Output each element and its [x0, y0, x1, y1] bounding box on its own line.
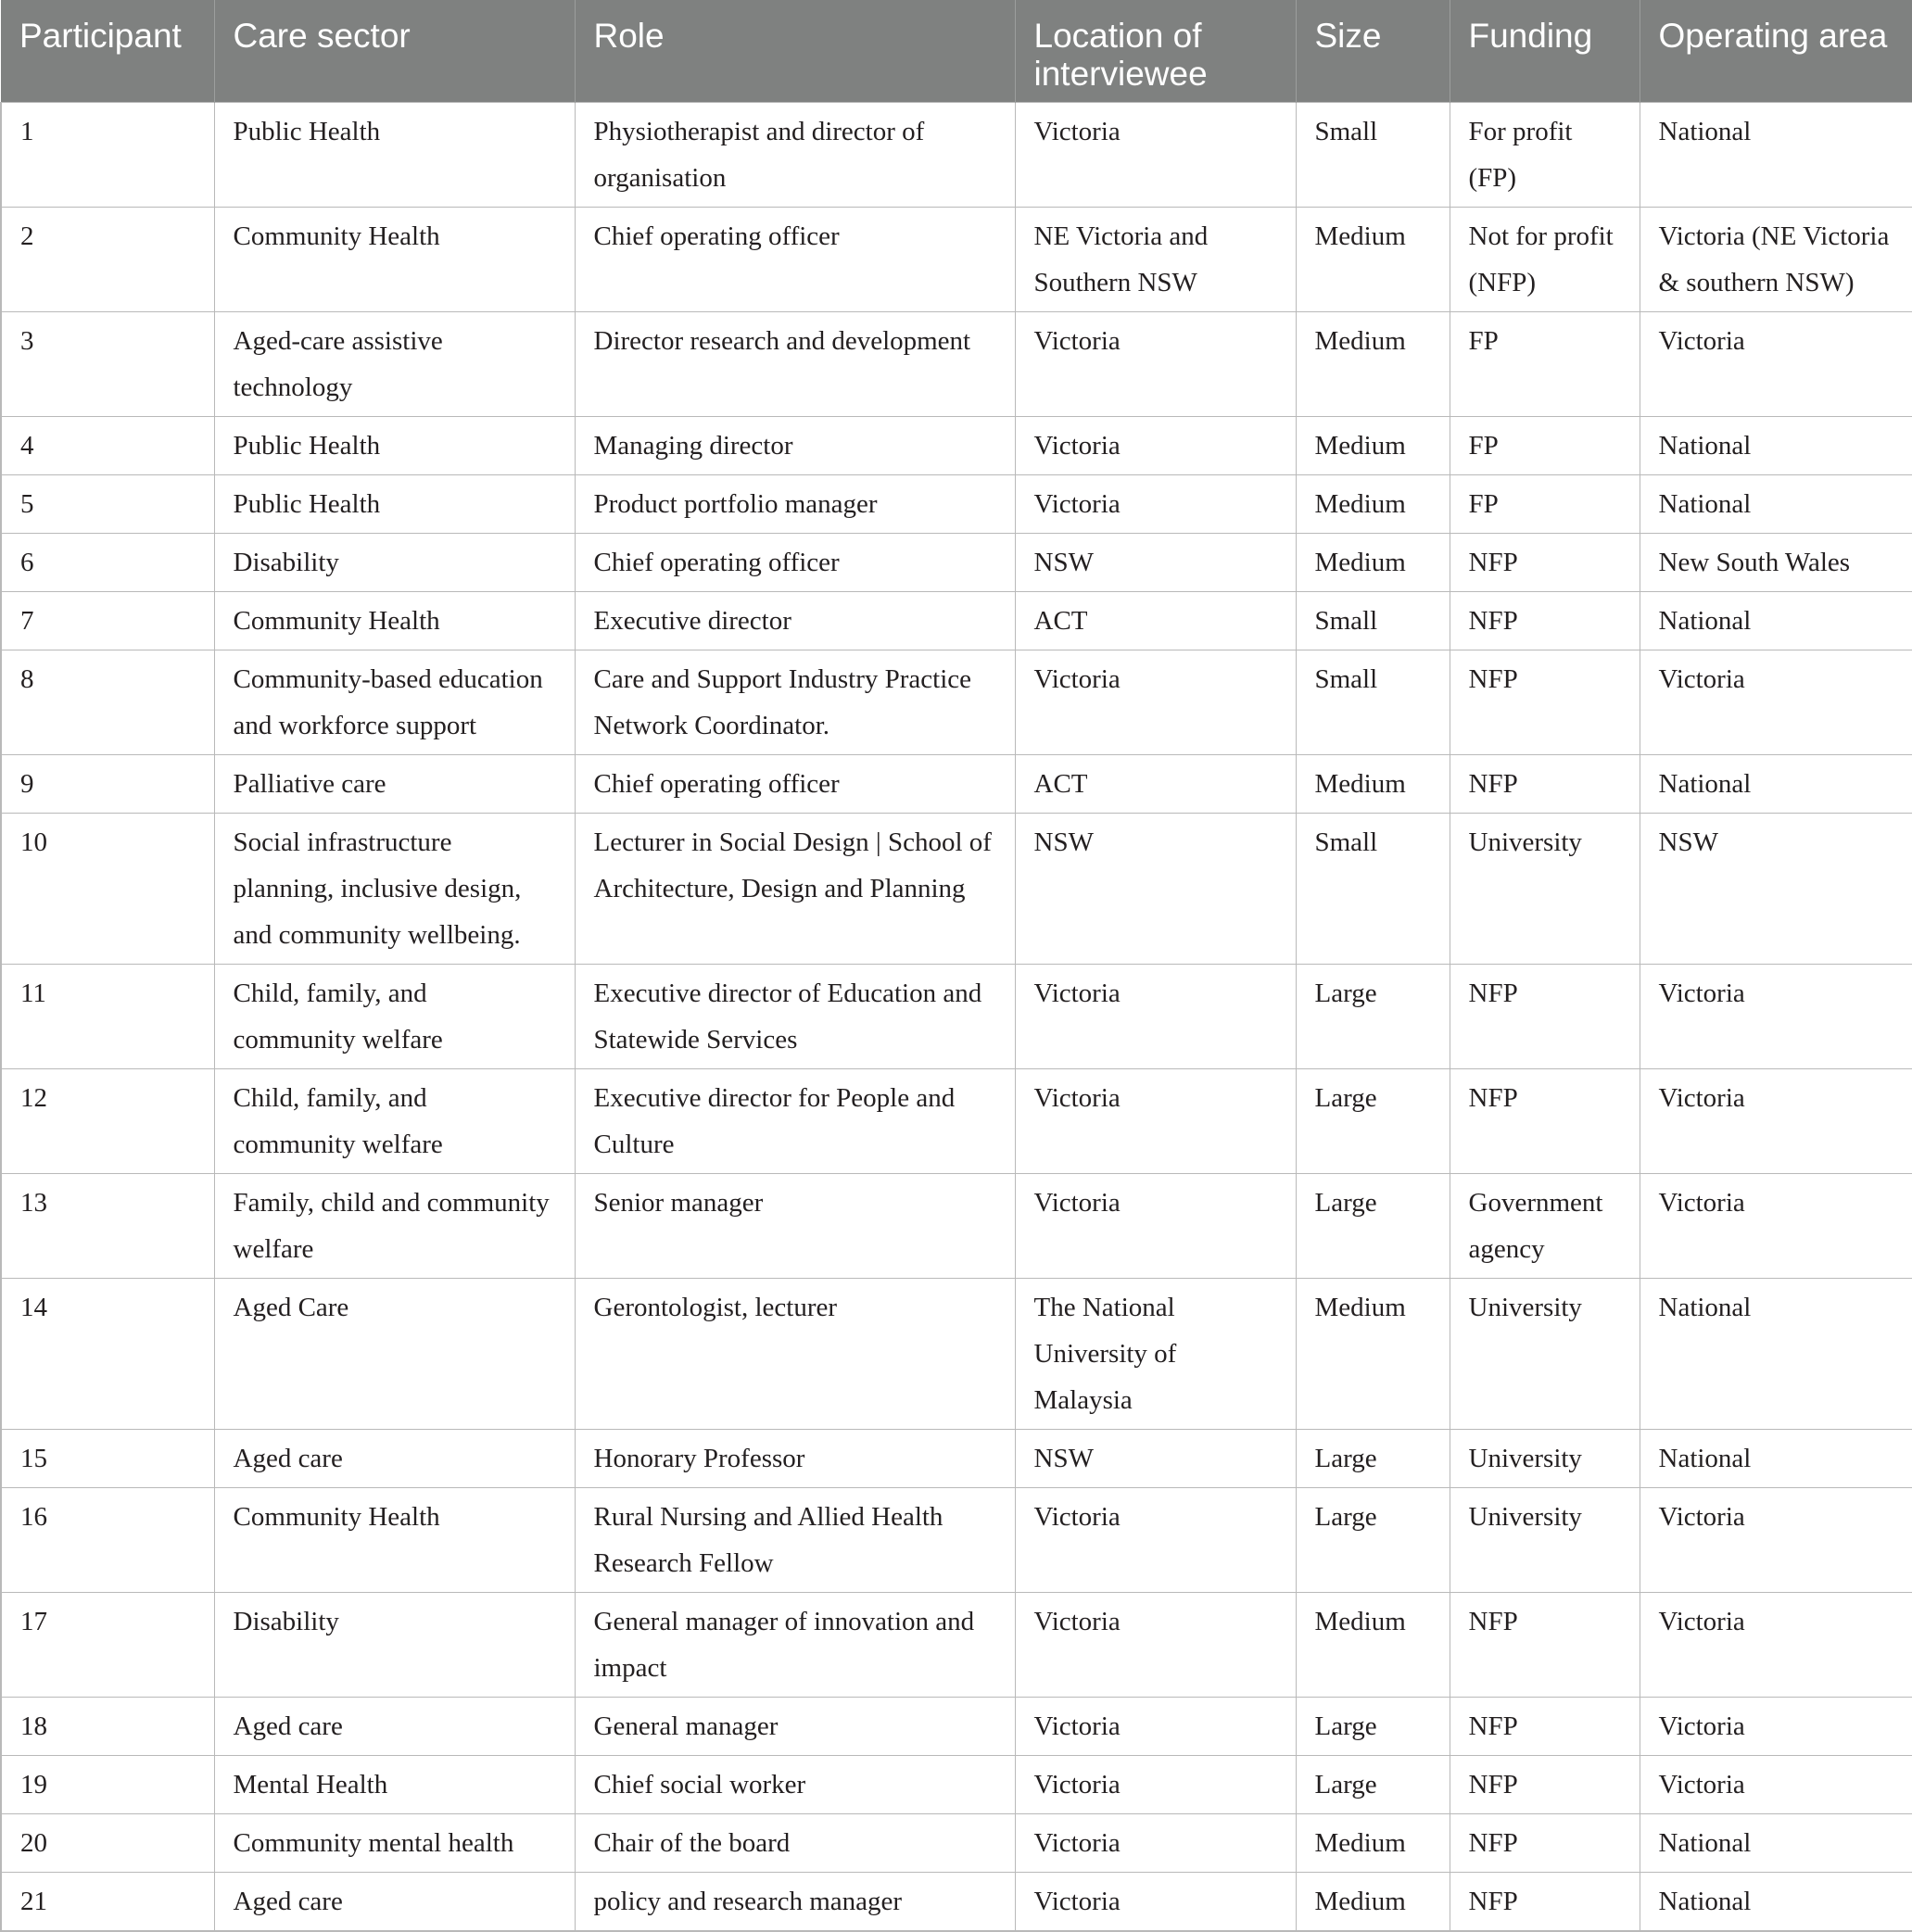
table-row: [1, 1069, 1912, 1174]
cell-participant: 10: [1, 814, 214, 965]
cell-location: ACT: [1015, 755, 1296, 814]
cell-care-sector: Public Health: [214, 103, 575, 208]
table-row: [1, 755, 1912, 814]
table-row: [1, 814, 1912, 965]
cell-size: Medium: [1296, 1814, 1450, 1873]
cell-funding: NFP: [1450, 1873, 1640, 1932]
cell-care-sector: Aged Care: [214, 1279, 575, 1430]
cell-location: Victoria: [1015, 475, 1296, 534]
cell-location: NSW: [1015, 814, 1296, 965]
table-row: [1, 1873, 1912, 1932]
cell-care-sector: Palliative care: [214, 755, 575, 814]
table-row: [1, 475, 1912, 534]
cell-role: Senior manager: [575, 1174, 1015, 1279]
cell-size: Medium: [1296, 312, 1450, 417]
table-row: [1, 592, 1912, 650]
cell-location: Victoria: [1015, 1873, 1296, 1932]
cell-location: Victoria: [1015, 417, 1296, 475]
cell-funding: University: [1450, 1430, 1640, 1488]
cell-location: NSW: [1015, 534, 1296, 592]
table-row: [1, 1279, 1912, 1430]
cell-location: Victoria: [1015, 312, 1296, 417]
cell-size: Small: [1296, 103, 1450, 208]
cell-role: Executive director for People and Culture: [575, 1069, 1015, 1174]
cell-role: Rural Nursing and Allied Health Research Fellow: [575, 1488, 1015, 1593]
cell-location: ACT: [1015, 592, 1296, 650]
cell-location: The National University of Malaysia: [1015, 1279, 1296, 1430]
cell-funding: FP: [1450, 312, 1640, 417]
cell-role: General manager: [575, 1698, 1015, 1756]
cell-care-sector: Public Health: [214, 417, 575, 475]
cell-size: Medium: [1296, 755, 1450, 814]
cell-size: Large: [1296, 1430, 1450, 1488]
cell-care-sector: Aged care: [214, 1873, 575, 1932]
cell-role: General manager of innovation and impact: [575, 1593, 1015, 1698]
table-row: [1, 417, 1912, 475]
cell-operating-area: National: [1640, 475, 1912, 534]
cell-funding: FP: [1450, 475, 1640, 534]
cell-care-sector: Aged-care assistive technology: [214, 312, 575, 417]
cell-operating-area: National: [1640, 1814, 1912, 1873]
cell-location: Victoria: [1015, 1069, 1296, 1174]
cell-size: Large: [1296, 1756, 1450, 1814]
cell-funding: University: [1450, 1279, 1640, 1430]
cell-participant: 9: [1, 755, 214, 814]
cell-size: Large: [1296, 965, 1450, 1069]
cell-size: Large: [1296, 1488, 1450, 1593]
cell-care-sector: Community-based education and workforce support: [214, 650, 575, 755]
cell-size: Small: [1296, 592, 1450, 650]
table-body: [1, 103, 1912, 1932]
cell-care-sector: Public Health: [214, 475, 575, 534]
cell-care-sector: Community Health: [214, 1488, 575, 1593]
cell-funding: NFP: [1450, 1069, 1640, 1174]
table-row: [1, 534, 1912, 592]
cell-care-sector: Community Health: [214, 208, 575, 312]
table-row: [1, 1698, 1912, 1756]
cell-participant: 18: [1, 1698, 214, 1756]
cell-care-sector: Child, family, and community welfare: [214, 1069, 575, 1174]
table-row: [1, 103, 1912, 208]
cell-size: Medium: [1296, 1593, 1450, 1698]
cell-role: Chair of the board: [575, 1814, 1015, 1873]
cell-participant: 20: [1, 1814, 214, 1873]
cell-care-sector: Disability: [214, 534, 575, 592]
cell-role: Product portfolio manager: [575, 475, 1015, 534]
cell-operating-area: Victoria: [1640, 1488, 1912, 1593]
cell-operating-area: National: [1640, 1430, 1912, 1488]
table-row: [1, 965, 1912, 1069]
cell-funding: NFP: [1450, 534, 1640, 592]
cell-location: Victoria: [1015, 1814, 1296, 1873]
cell-funding: For profit (FP): [1450, 103, 1640, 208]
table-row: [1, 1430, 1912, 1488]
cell-participant: 3: [1, 312, 214, 417]
cell-location: NE Victoria and Southern NSW: [1015, 208, 1296, 312]
cell-size: Medium: [1296, 208, 1450, 312]
cell-care-sector: Family, child and community welfare: [214, 1174, 575, 1279]
cell-operating-area: Victoria: [1640, 650, 1912, 755]
cell-participant: 15: [1, 1430, 214, 1488]
cell-operating-area: National: [1640, 417, 1912, 475]
cell-participant: 8: [1, 650, 214, 755]
cell-size: Medium: [1296, 1279, 1450, 1430]
cell-funding: Government agency: [1450, 1174, 1640, 1279]
cell-role: Chief operating officer: [575, 755, 1015, 814]
cell-care-sector: Aged care: [214, 1698, 575, 1756]
cell-location: Victoria: [1015, 965, 1296, 1069]
cell-role: Chief social worker: [575, 1756, 1015, 1814]
cell-operating-area: Victoria: [1640, 312, 1912, 417]
header-role: Role: [575, 0, 1015, 103]
cell-participant: 12: [1, 1069, 214, 1174]
cell-funding: NFP: [1450, 965, 1640, 1069]
cell-participant: 6: [1, 534, 214, 592]
cell-funding: NFP: [1450, 1698, 1640, 1756]
cell-role: Chief operating officer: [575, 208, 1015, 312]
table-row: [1, 1593, 1912, 1698]
cell-funding: NFP: [1450, 1756, 1640, 1814]
header-row: [1, 0, 1912, 103]
header-size: Size: [1296, 0, 1450, 103]
cell-funding: Not for profit (NFP): [1450, 208, 1640, 312]
cell-role: Executive director of Education and Statewide Services: [575, 965, 1015, 1069]
cell-role: Physiotherapist and director of organisation: [575, 103, 1015, 208]
cell-role: Gerontologist, lecturer: [575, 1279, 1015, 1430]
cell-care-sector: Disability: [214, 1593, 575, 1698]
cell-size: Large: [1296, 1698, 1450, 1756]
table-row: [1, 208, 1912, 312]
cell-size: Medium: [1296, 417, 1450, 475]
cell-role: Executive director: [575, 592, 1015, 650]
cell-funding: University: [1450, 814, 1640, 965]
cell-operating-area: Victoria: [1640, 965, 1912, 1069]
cell-care-sector: Community mental health: [214, 1814, 575, 1873]
cell-location: NSW: [1015, 1430, 1296, 1488]
header-location: Location of interviewee: [1015, 0, 1296, 103]
cell-operating-area: Victoria: [1640, 1069, 1912, 1174]
cell-participant: 4: [1, 417, 214, 475]
table-row: [1, 1174, 1912, 1279]
cell-location: Victoria: [1015, 1174, 1296, 1279]
table-row: [1, 1756, 1912, 1814]
cell-funding: NFP: [1450, 1814, 1640, 1873]
cell-operating-area: NSW: [1640, 814, 1912, 965]
cell-funding: NFP: [1450, 592, 1640, 650]
cell-location: Victoria: [1015, 1488, 1296, 1593]
cell-participant: 5: [1, 475, 214, 534]
cell-size: Large: [1296, 1069, 1450, 1174]
cell-funding: FP: [1450, 417, 1640, 475]
cell-size: Small: [1296, 814, 1450, 965]
cell-size: Medium: [1296, 1873, 1450, 1932]
cell-operating-area: Victoria: [1640, 1174, 1912, 1279]
header-operating-area: Operating area: [1640, 0, 1912, 103]
cell-participant: 16: [1, 1488, 214, 1593]
cell-role: Chief operating officer: [575, 534, 1015, 592]
cell-participant: 2: [1, 208, 214, 312]
cell-size: Medium: [1296, 475, 1450, 534]
cell-operating-area: Victoria: [1640, 1698, 1912, 1756]
cell-participant: 1: [1, 103, 214, 208]
cell-role: Lecturer in Social Design | School of Architecture, Design and Planning: [575, 814, 1015, 965]
cell-participant: 21: [1, 1873, 214, 1932]
cell-participant: 14: [1, 1279, 214, 1430]
cell-operating-area: Victoria (NE Victoria & southern NSW): [1640, 208, 1912, 312]
table-row: [1, 312, 1912, 417]
cell-care-sector: Child, family, and community welfare: [214, 965, 575, 1069]
cell-funding: NFP: [1450, 1593, 1640, 1698]
cell-size: Large: [1296, 1174, 1450, 1279]
cell-role: Director research and development: [575, 312, 1015, 417]
cell-location: Victoria: [1015, 1698, 1296, 1756]
cell-participant: 11: [1, 965, 214, 1069]
cell-operating-area: Victoria: [1640, 1756, 1912, 1814]
header-participant: Participant: [1, 0, 214, 103]
table-row: [1, 1488, 1912, 1593]
cell-location: Victoria: [1015, 650, 1296, 755]
cell-participant: 7: [1, 592, 214, 650]
cell-location: Victoria: [1015, 103, 1296, 208]
cell-care-sector: Mental Health: [214, 1756, 575, 1814]
cell-role: Managing director: [575, 417, 1015, 475]
cell-location: Victoria: [1015, 1593, 1296, 1698]
table-header: [1, 0, 1912, 103]
cell-operating-area: National: [1640, 592, 1912, 650]
cell-funding: University: [1450, 1488, 1640, 1593]
cell-operating-area: New South Wales: [1640, 534, 1912, 592]
cell-location: Victoria: [1015, 1756, 1296, 1814]
cell-operating-area: National: [1640, 1279, 1912, 1430]
cell-participant: 13: [1, 1174, 214, 1279]
cell-care-sector: Community Health: [214, 592, 575, 650]
table-row: [1, 1814, 1912, 1873]
cell-funding: NFP: [1450, 755, 1640, 814]
cell-participant: 17: [1, 1593, 214, 1698]
cell-operating-area: Victoria: [1640, 1593, 1912, 1698]
cell-role: Honorary Professor: [575, 1430, 1015, 1488]
cell-care-sector: Social infrastructure planning, inclusive design, and community wellbeing.: [214, 814, 575, 965]
cell-funding: NFP: [1450, 650, 1640, 755]
cell-operating-area: National: [1640, 103, 1912, 208]
cell-size: Medium: [1296, 534, 1450, 592]
cell-role: Care and Support Industry Practice Network Coordinator.: [575, 650, 1015, 755]
header-care-sector: Care sector: [214, 0, 575, 103]
table-row: [1, 650, 1912, 755]
cell-size: Small: [1296, 650, 1450, 755]
cell-participant: 19: [1, 1756, 214, 1814]
cell-care-sector: Aged care: [214, 1430, 575, 1488]
cell-operating-area: National: [1640, 755, 1912, 814]
cell-operating-area: National: [1640, 1873, 1912, 1932]
cell-role: policy and research manager: [575, 1873, 1015, 1932]
header-funding: Funding: [1450, 0, 1640, 103]
